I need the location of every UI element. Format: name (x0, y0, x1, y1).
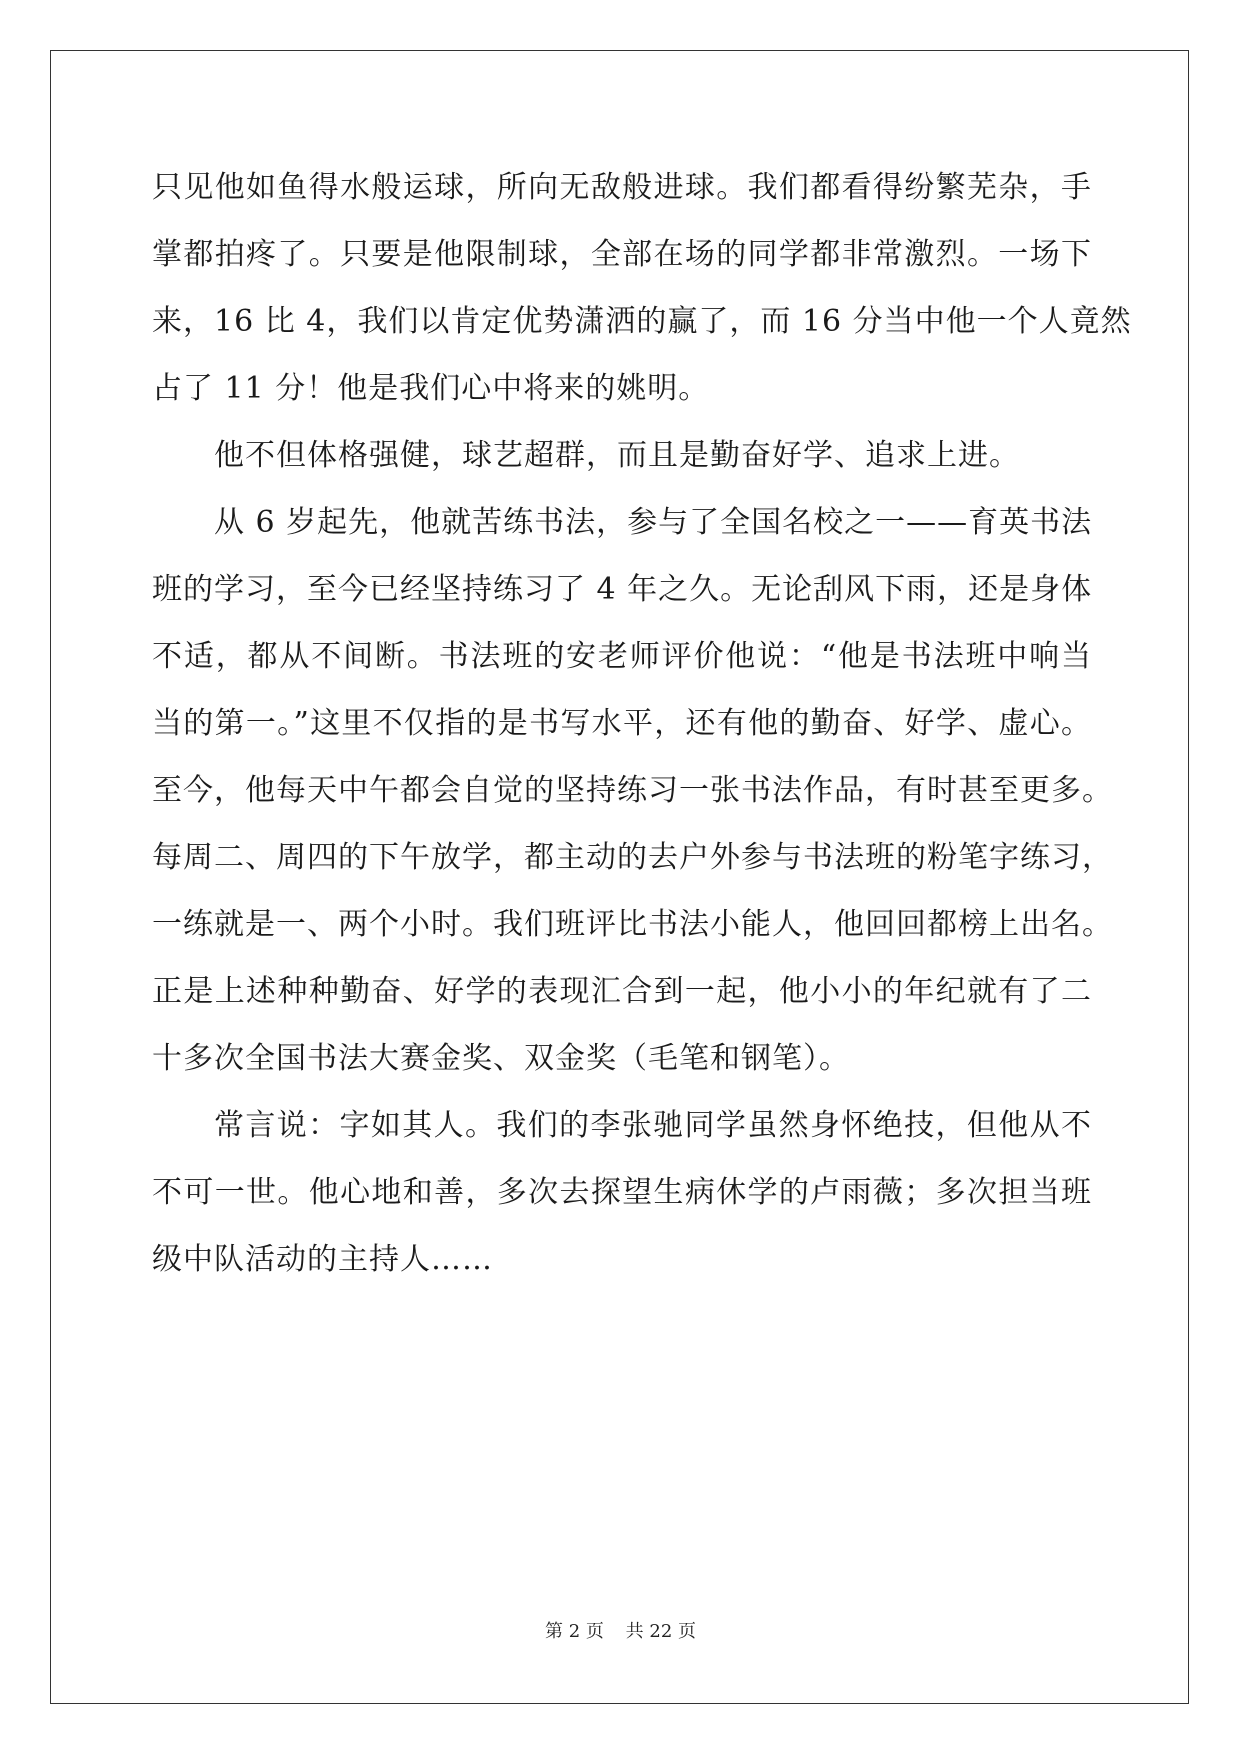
text-line: 只见他如鱼得水般运球，所向无敌般进球。我们都看得纷繁芜杂，手 (152, 170, 1092, 205)
page-footer (0, 1617, 1241, 1643)
text-line: 当的第一。”这里不仅指的是书写水平，还有他的勤奋、好学、虚心。 (152, 706, 1092, 741)
document-body (152, 154, 1132, 1293)
text-line: 每周二、周四的下午放学，都主动的去户外参与书法班的粉笔字练习， (152, 840, 1113, 875)
text-line: 占了 11 分！他是我们心中将来的姚明。 (152, 371, 710, 406)
page-total: 共 22 页 (625, 1621, 696, 1642)
text-line: 从 6 岁起先，他就苦练书法，参与了全国名校之一——育英书法 (214, 505, 1093, 540)
text-line: 十多次全国书法大赛金奖、双金奖（毛笔和钢笔）。 (152, 1041, 850, 1076)
text-line: 不可一世。他心地和善，多次去探望生病休学的卢雨薇；多次担当班 (152, 1175, 1092, 1210)
text-line: 他不但体格强健，球艺超群，而且是勤奋好学、追求上进。 (214, 438, 1020, 473)
text-line: 掌都拍疼了。只要是他限制球，全部在场的同学都非常激烈。一场下 (152, 237, 1092, 272)
text-line: 不适，都从不间断。书法班的安老师评价他说：“他是书法班中响当 (152, 639, 1092, 674)
text-line: 正是上述种种勤奋、好学的表现汇合到一起，他小小的年纪就有了二 (152, 974, 1092, 1009)
text-line: 至今，他每天中午都会自觉的坚持练习一张书法作品，有时甚至更多。 (152, 773, 1113, 808)
text-line: 班的学习，至今已经坚持练习了 4 年之久。无论刮风下雨，还是身体 (152, 572, 1093, 607)
text-line: 一练就是一、两个小时。我们班评比书法小能人，他回回都榜上出名。 (152, 907, 1113, 942)
text-line: 来，16 比 4，我们以肯定优势潇洒的赢了，而 16 分当中他一个人竟然 (152, 304, 1132, 339)
text-line: 常言说：字如其人。我们的李张驰同学虽然身怀绝技，但他从不 (214, 1108, 1092, 1143)
text-line: 级中队活动的主持人…… (152, 1242, 493, 1277)
page-number: 第 2 页 (545, 1621, 604, 1642)
